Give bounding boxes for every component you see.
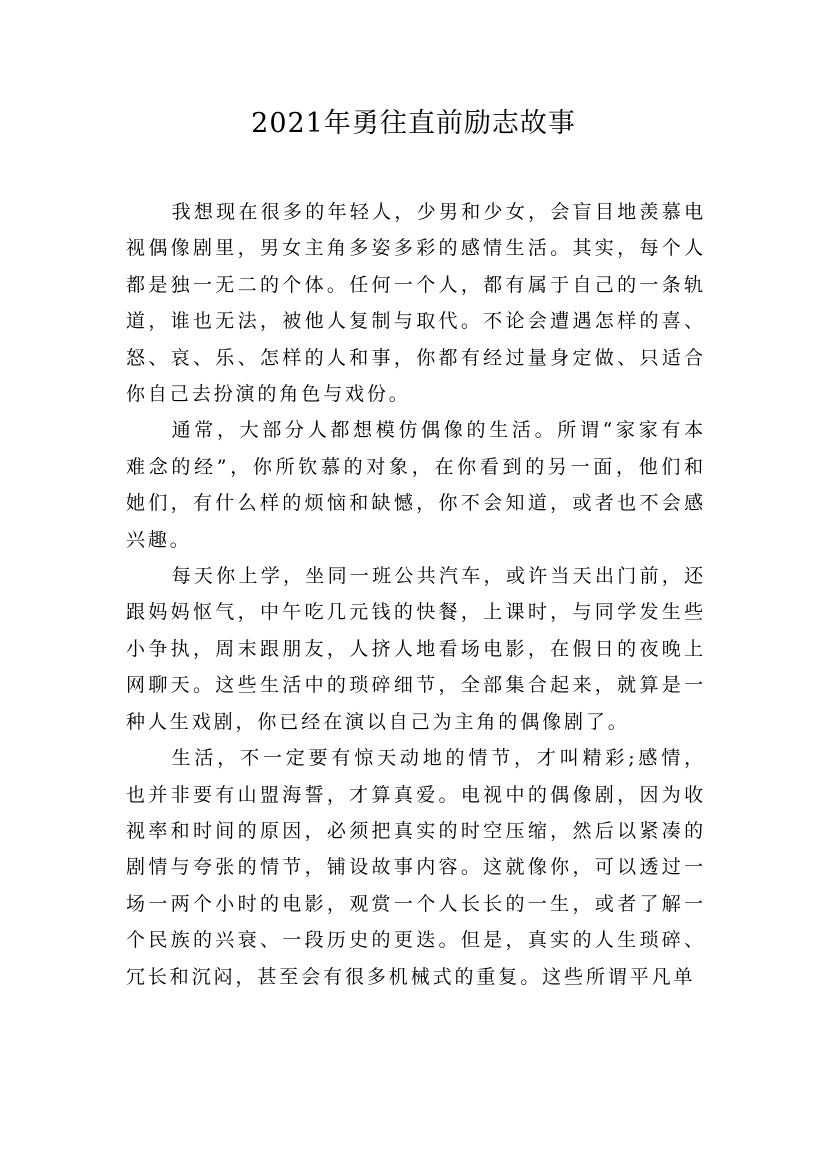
paragraph-2: 通常，大部分人都想模仿偶像的生活。所谓“家家有本难念的经”，你所钦慕的对象，在你看到的另一面，他们和她们，有什么样的烦恼和缺憾，你不会知道，或者也不会感兴趣。: [126, 419, 706, 551]
paragraph-3: 每天你上学，坐同一班公共汽车，或许当天出门前，还跟妈妈怄气，中午吃几元钱的快餐，上课时，与同学发生些小争执，周末跟朋友，人挤人地看场电影，在假日的夜晚上网聊天。这些生活中的琐碎细节，全部集合起来，就算是一种人生戏剧，你已经在演以自己为主角的偶像剧了。: [126, 565, 706, 733]
document-body: [126, 194, 706, 995]
document-title: 2021年勇往直前励志故事: [251, 108, 576, 139]
paragraph-4: 生活，不一定要有惊天动地的情节，才叫精彩;感情，也并非要有山盟海誓，才算真爱。电视中的偶像剧，因为收视率和时间的原因，必须把真实的时空压缩，然后以紧凑的剧情与夸张的情节，铺设故事内容。这就像你，可以透过一场一两个小时的电影，观赏一个人长长的一生，或者了解一个民族的兴衰、一段历史的更迭。但是，真实的人生琐碎、冗长和沉闷，甚至会有很多机械式的重复。这些所谓平凡单: [126, 747, 706, 988]
paragraph-1: 我想现在很多的年轻人，少男和少女，会盲目地羡慕电视偶像剧里，男女主角多姿多彩的感情生活。其实，每个人都是独一无二的个体。任何一个人，都有属于自己的一条轨道，谁也无法，被他人复制与取代。不论会遭遇怎样的喜、怒、哀、乐、怎样的人和事，你都有经过量身定做、只适合你自己去扮演的角色与戏份。: [126, 201, 706, 406]
